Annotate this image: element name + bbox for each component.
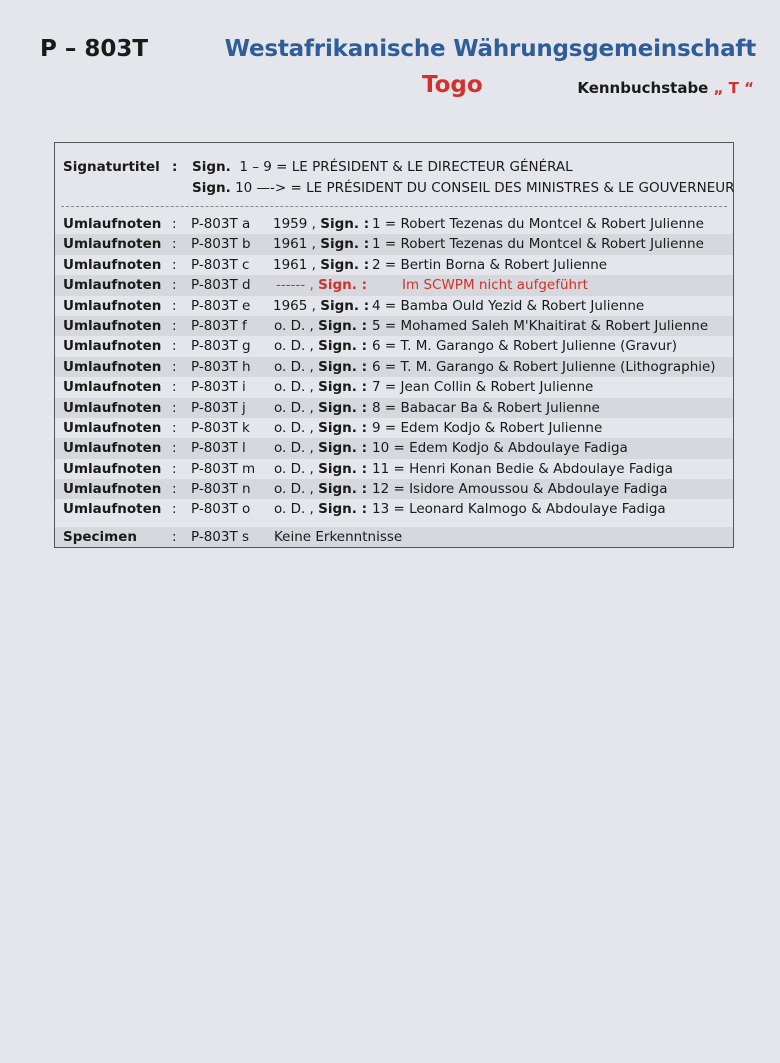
signature-titles — [55, 157, 733, 199]
row-year-value: o. D. , — [273, 481, 314, 498]
table-row — [55, 275, 733, 295]
divider — [61, 206, 727, 207]
row-year — [273, 377, 367, 397]
row-signature: 11 = Henri Konan Bedie & Abdoulaye Fadiga — [372, 460, 673, 477]
row-signature: 2 = Bertin Borna & Robert Julienne — [372, 256, 608, 273]
note-rows — [55, 214, 733, 520]
row-signature: 8 = Babacar Ba & Robert Julienne — [372, 399, 600, 416]
row-sign-label: Sign. : — [320, 236, 370, 253]
table-row — [55, 296, 733, 316]
row-year-value: 1959 , — [273, 216, 316, 232]
colon: : — [172, 256, 177, 273]
row-year — [273, 234, 370, 254]
row-number: P-803T m — [191, 460, 256, 477]
colon: : — [172, 297, 177, 314]
row-note: Keine Erkenntnisse — [274, 529, 403, 545]
table-row — [55, 479, 733, 499]
country-name: Togo — [422, 72, 483, 98]
row-sign-label: Sign. : — [318, 338, 367, 355]
row-sign-label: Sign. : — [318, 481, 367, 498]
row-signature: 1 = Robert Tezenas du Montcel & Robert Julienne — [372, 236, 704, 253]
row-number: P-803T g — [191, 338, 251, 355]
row-number: P-803T a — [191, 216, 251, 232]
row-year-value: o. D. , — [273, 460, 314, 477]
row-year-value: ------ , — [276, 277, 314, 294]
table-row — [55, 357, 733, 377]
row-signature: Im SCWPM nicht aufgeführt — [372, 277, 588, 294]
row-sign-label: Sign. : — [318, 277, 367, 294]
row-category: Umlaufnoten — [63, 216, 162, 232]
row-year-value: 1965 , — [273, 297, 316, 314]
row-year-value: o. D. , — [273, 440, 314, 457]
colon: : — [172, 399, 177, 416]
table-row — [55, 336, 733, 356]
row-number: P-803T f — [191, 317, 247, 334]
row-year-value: o. D. , — [273, 358, 314, 375]
code-letter-value: „ T “ — [713, 79, 754, 97]
table-row — [55, 234, 733, 254]
table-row — [55, 398, 733, 418]
row-category: Umlaufnoten — [63, 419, 162, 436]
row-year — [273, 459, 367, 479]
row-sign-label: Sign. : — [318, 399, 367, 416]
row-sign-label: Sign. : — [318, 358, 367, 375]
row-category: Specimen — [63, 529, 138, 545]
row-signature: 12 = Isidore Amoussou & Abdoulaye Fadiga — [372, 481, 668, 498]
signature-title-line — [55, 157, 733, 178]
row-signature: 6 = T. M. Garango & Robert Julienne (Gravur) — [372, 338, 678, 355]
row-year-value: o. D. , — [273, 501, 314, 518]
code-letter-label: Kennbuchstabe — [577, 79, 709, 97]
table-row — [55, 377, 733, 397]
row-sign-label: Sign. : — [318, 440, 367, 457]
row-year-value: 1961 , — [273, 256, 316, 273]
row-sign-label: Sign. : — [320, 216, 370, 232]
colon: : — [172, 460, 177, 477]
row-year-value: o. D. , — [273, 338, 314, 355]
colon: : — [172, 277, 177, 294]
table-row — [55, 214, 733, 234]
row-category: Umlaufnoten — [63, 440, 162, 457]
row-number: P-803T e — [191, 297, 251, 314]
row-year-value: 1961 , — [273, 236, 316, 253]
row-category: Umlaufnoten — [63, 460, 162, 477]
row-signature: 9 = Edem Kodjo & Robert Julienne — [372, 419, 603, 436]
row-year — [273, 418, 367, 438]
sign-prefix: Sign. — [192, 180, 231, 196]
row-year — [273, 336, 367, 356]
row-signature: 4 = Bamba Ould Yezid & Robert Julienne — [372, 297, 645, 314]
colon: : — [172, 529, 177, 545]
row-sign-label: Sign. : — [318, 379, 367, 396]
row-year — [273, 275, 367, 295]
colon: : — [172, 236, 177, 253]
row-year-value: o. D. , — [273, 419, 314, 436]
colon: : — [172, 159, 178, 175]
row-year — [273, 479, 367, 499]
sign-title-text: = LE PRÉSIDENT DU CONSEIL DES MINISTRES & LE GOUVERNEUR — [290, 180, 735, 196]
sign-range: 10 —-> — [235, 180, 287, 196]
page-title: Westafrikanische Währungsgemeinschaft — [224, 36, 756, 62]
signature-titles-label: Signaturtitel — [63, 159, 160, 175]
sign-title-text: = LE PRÉSIDENT & LE DIRECTEUR GÉNÉRAL — [276, 159, 573, 175]
colon: : — [172, 440, 177, 457]
row-category: Umlaufnoten — [63, 358, 162, 375]
table-row — [55, 438, 733, 458]
row-number: P-803T h — [191, 358, 251, 375]
row-category: Umlaufnoten — [63, 297, 162, 314]
row-category: Umlaufnoten — [63, 256, 162, 273]
sign-range: 1 – 9 — [239, 159, 272, 175]
row-signature: 1 = Robert Tezenas du Montcel & Robert Julienne — [372, 216, 704, 232]
colon: : — [172, 501, 177, 518]
row-sign-label: Sign. : — [318, 460, 367, 477]
colon: : — [172, 379, 177, 396]
row-year — [273, 316, 367, 336]
row-year — [273, 499, 367, 519]
table-row — [55, 459, 733, 479]
row-year — [273, 255, 370, 275]
row-year — [273, 438, 367, 458]
colon: : — [172, 481, 177, 498]
row-number: P-803T i — [191, 379, 246, 396]
colon: : — [172, 338, 177, 355]
row-category: Umlaufnoten — [63, 501, 162, 518]
row-category: Umlaufnoten — [63, 399, 162, 416]
row-year-value: o. D. , — [273, 317, 314, 334]
row-signature: 6 = T. M. Garango & Robert Julienne (Lithographie) — [372, 358, 716, 375]
row-number: P-803T b — [191, 236, 251, 253]
code-letter — [577, 79, 754, 97]
row-number: P-803T n — [191, 481, 251, 498]
row-sign-label: Sign. : — [318, 317, 367, 334]
row-signature: 7 = Jean Collin & Robert Julienne — [372, 379, 594, 396]
sign-prefix: Sign. — [192, 159, 231, 175]
row-year — [273, 357, 367, 377]
row-sign-label: Sign. : — [320, 256, 370, 273]
row-year-value: o. D. , — [273, 399, 314, 416]
table-row — [55, 316, 733, 336]
row-sign-label: Sign. : — [318, 419, 367, 436]
row-number: P-803T d — [191, 277, 251, 294]
row-year-value: o. D. , — [273, 379, 314, 396]
table-row — [55, 418, 733, 438]
row-category: Umlaufnoten — [63, 277, 162, 294]
colon: : — [172, 317, 177, 334]
colon: : — [172, 358, 177, 375]
row-year — [273, 398, 367, 418]
row-year — [273, 214, 370, 234]
signature-table — [54, 142, 734, 548]
row-category: Umlaufnoten — [63, 317, 162, 334]
signature-title-line — [55, 178, 733, 199]
row-number: P-803T j — [191, 399, 246, 416]
row-year — [273, 296, 370, 316]
row-sign-label: Sign. : — [320, 297, 370, 314]
row-number: P-803T l — [191, 440, 246, 457]
row-signature: 13 = Leonard Kalmogo & Abdoulaye Fadiga — [372, 501, 666, 518]
table-row — [55, 255, 733, 275]
row-category: Umlaufnoten — [63, 338, 162, 355]
row-signature: 5 = Mohamed Saleh M'Khaitirat & Robert Julienne — [372, 317, 709, 334]
row-category: Umlaufnoten — [63, 481, 162, 498]
row-sign-label: Sign. : — [318, 501, 367, 518]
row-number: P-803T k — [191, 419, 250, 436]
row-signature: 10 = Edem Kodjo & Abdoulaye Fadiga — [372, 440, 628, 457]
specimen-row — [55, 527, 733, 547]
row-category: Umlaufnoten — [63, 379, 162, 396]
row-category: Umlaufnoten — [63, 236, 162, 253]
colon: : — [172, 216, 177, 232]
row-number: P-803T s — [191, 529, 250, 545]
row-number: P-803T c — [191, 256, 250, 273]
catalog-id: P – 803T — [40, 36, 149, 62]
colon: : — [172, 419, 177, 436]
table-row — [55, 499, 733, 519]
row-number: P-803T o — [191, 501, 251, 518]
